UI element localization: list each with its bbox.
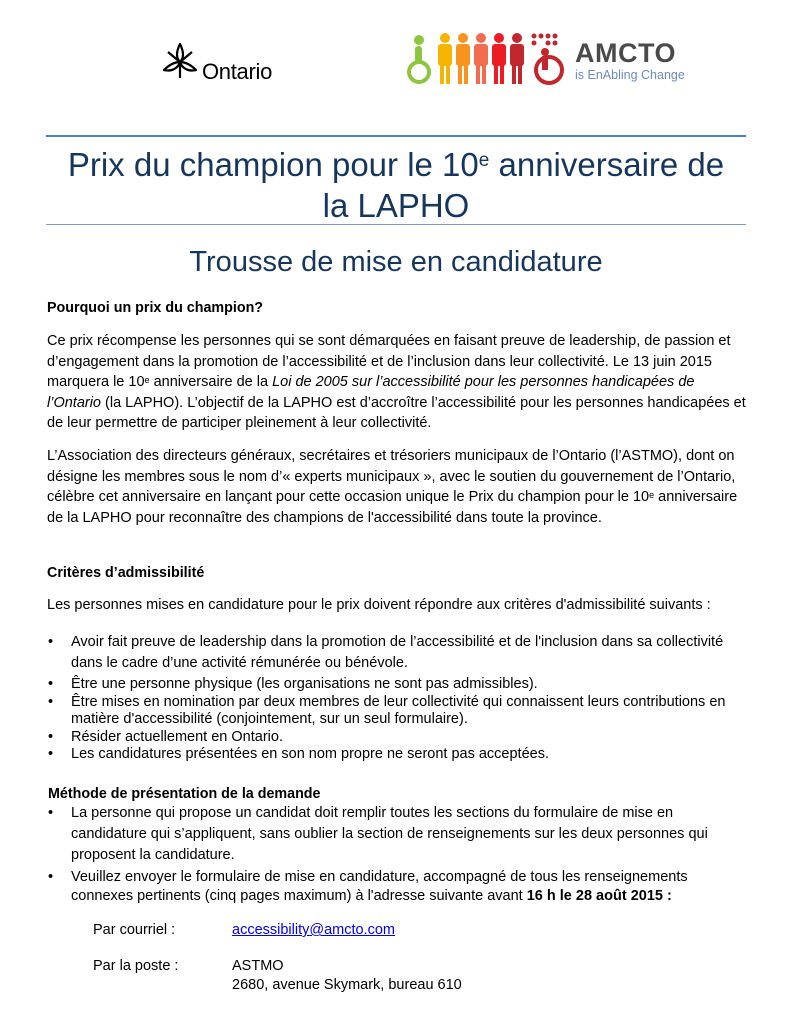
- list-item: • Veuillez envoyer le formulaire de mise en candidature, accompagné de tous les renseignements connexes pertinents (cinq pages maximum) à l'adresse suivante avant 16 h le 28 août 2015 :: [48, 868, 728, 906]
- page-title: Prix du champion pour le 10e anniversaire de la LAPHO: [67, 146, 725, 224]
- list-item: • La personne qui propose un candidat doit remplir toutes les sections du formulaire de mise en candidature qui s’appliquent, sans oublier la section de renseignements sur les deux personnes qui proposent la candidature.: [48, 803, 728, 866]
- section-heading-method: Méthode de présentation de la demande: [48, 786, 321, 802]
- email-label: Par courriel :: [93, 922, 176, 938]
- title-bottom-rule: [46, 224, 746, 225]
- why-paragraph-2: L’Association des directeurs généraux, secrétaires et trésoriers municipaux de l’Ontario (l’ASTMO), dont on désigne les membres sous le nom d’« experts municipaux », avec le soutien du gouvernement de l’Ontario, célèbre cet anniversaire en lançant pour cette occasion unique le Prix du champion pour le 10e anniversaire de la LAPHO pour reconnaître des champions de l'accessibilité dans toute la province.: [47, 448, 738, 526]
- list-item: • Les candidatures présentées en son nom propre ne seront pas acceptées.: [48, 746, 728, 764]
- amcto-brand: AMCTO: [575, 38, 676, 68]
- section-heading-why: Pourquoi un prix du champion?: [47, 300, 264, 316]
- criteria-intro: Les personnes mises en candidature pour le prix doivent répondre aux critères d'admissibilité suivants :: [47, 597, 711, 613]
- title-top-rule: [46, 135, 746, 137]
- accessibility-people-icon: [403, 30, 573, 90]
- trillium-icon: [160, 40, 200, 84]
- method-list: [48, 803, 728, 906]
- page-subtitle: Trousse de mise en candidature: [189, 246, 603, 278]
- ontario-wordmark: Ontario: [202, 59, 273, 84]
- list-item: • Être mises en nomination par deux membres de leur collectivité qui connaissent leurs contributions en matière d'accessibilité (conjointement, sur un seul formulaire).: [48, 694, 728, 729]
- criteria-list: [48, 632, 728, 764]
- post-label: Par la poste :: [93, 958, 179, 974]
- post-address-line-2: 2680, avenue Skymark, bureau 610: [232, 977, 462, 993]
- list-item: • Avoir fait preuve de leadership dans la promotion de l’accessibilité et de l'inclusion dans sa collectivité dans le cadre d’une activité rémunérée ou bénévole.: [48, 632, 728, 674]
- list-item: • Être une personne physique (les organisations ne sont pas admissibles).: [48, 676, 728, 694]
- why-paragraph-1: Ce prix récompense les personnes qui se sont démarquées en faisant preuve de leadership, de passion et d’engagement dans la promotion de l’accessibilité et de l’inclusion dans leur collectivité. Le 13 juin 2015 marquera le 10e anniversaire de la Loi de 2005 sur l’accessibilité pour les personnes handicapées de l’Ontario (la LAPHO). L’objectif de la LAPHO est d’accroître l’accessibilité pour les personnes handicapées et de leur permettre de participer pleinement à leur collectivité.: [47, 333, 746, 432]
- amcto-logo: [403, 30, 693, 90]
- post-address-line-1: ASTMO: [232, 958, 284, 974]
- section-heading-criteria: Critères d’admissibilité: [47, 565, 205, 581]
- email-link[interactable]: accessibility@amcto.com: [232, 922, 395, 938]
- list-item: • Résider actuellement en Ontario.: [48, 729, 728, 747]
- amcto-tagline: is EnAbling Change: [575, 68, 685, 82]
- ontario-logo: [160, 40, 285, 88]
